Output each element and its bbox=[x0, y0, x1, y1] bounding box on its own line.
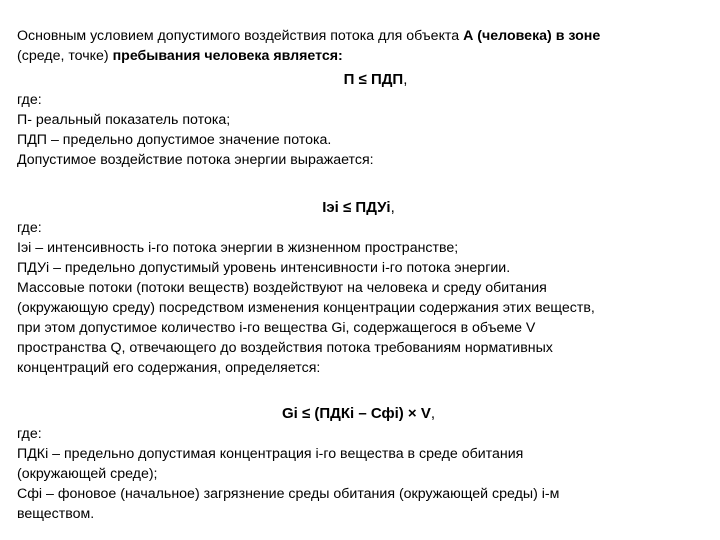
text-line: ПДП – предельно допустимое значение потока. bbox=[17, 132, 332, 148]
intro-line-2 bbox=[17, 46, 700, 66]
text-line: (окружающую среду) посредством изменения концентрации содержания этих веществ, bbox=[17, 300, 595, 316]
text-line: концентраций его содержания, определяется: bbox=[17, 360, 321, 376]
intro-text: Основным условием допустимого воздействия потока для объекта bbox=[17, 28, 464, 44]
formula-3 bbox=[17, 404, 700, 424]
text-line: Сфi – фоновое (начальное) загрязнение среды обитания (окружающей среды) i-м bbox=[17, 486, 560, 502]
text-line: Массовые потоки (потоки веществ) воздействуют на человека и среду обитания bbox=[17, 280, 547, 296]
formula-2-tail: , bbox=[390, 199, 395, 216]
text-line: где: bbox=[17, 92, 42, 108]
text-line: ПДКi – предельно допустимая концентрация i-го вещества в среде обитания bbox=[17, 446, 524, 462]
formula-1-expression: П ≤ ПДП bbox=[343, 71, 404, 88]
text-line: (окружающей среде); bbox=[17, 466, 158, 482]
text-line: Iэi – интенсивность i-го потока энергии в жизненном пространстве; bbox=[17, 240, 459, 256]
text-line: П- реальный показатель потока; bbox=[17, 112, 231, 128]
text-line: пространства Q, отвечающего до воздействия потока требованиям нормативных bbox=[17, 340, 553, 356]
intro-bold-text: А (человека) в зоне bbox=[463, 28, 601, 44]
text-line: где: bbox=[17, 426, 42, 442]
formula-3-expression: Gi ≤ (ПДКi – Сфi) × V bbox=[281, 405, 431, 422]
intro-text: (среде, точке) bbox=[17, 48, 109, 64]
formula-2-expression: Iэi ≤ ПДУi bbox=[322, 199, 391, 216]
formula-1-tail: , bbox=[403, 71, 408, 88]
formula-1 bbox=[17, 70, 700, 90]
text-line: при этом допустимое количество i-го вещества Gi, содержащегося в объеме V bbox=[17, 320, 536, 336]
intro-line-1 bbox=[17, 26, 700, 46]
text-line: ПДУi – предельно допустимый уровень интенсивности i-го потока энергии. bbox=[17, 260, 511, 276]
text-line: веществом. bbox=[17, 506, 95, 522]
text-line: где: bbox=[17, 220, 42, 236]
formula-3-tail: , bbox=[430, 405, 436, 422]
intro-bold-text: пребывания человека является: bbox=[108, 48, 343, 64]
formula-2 bbox=[17, 198, 700, 218]
text-line: Допустимое воздействие потока энергии выражается: bbox=[17, 152, 374, 168]
